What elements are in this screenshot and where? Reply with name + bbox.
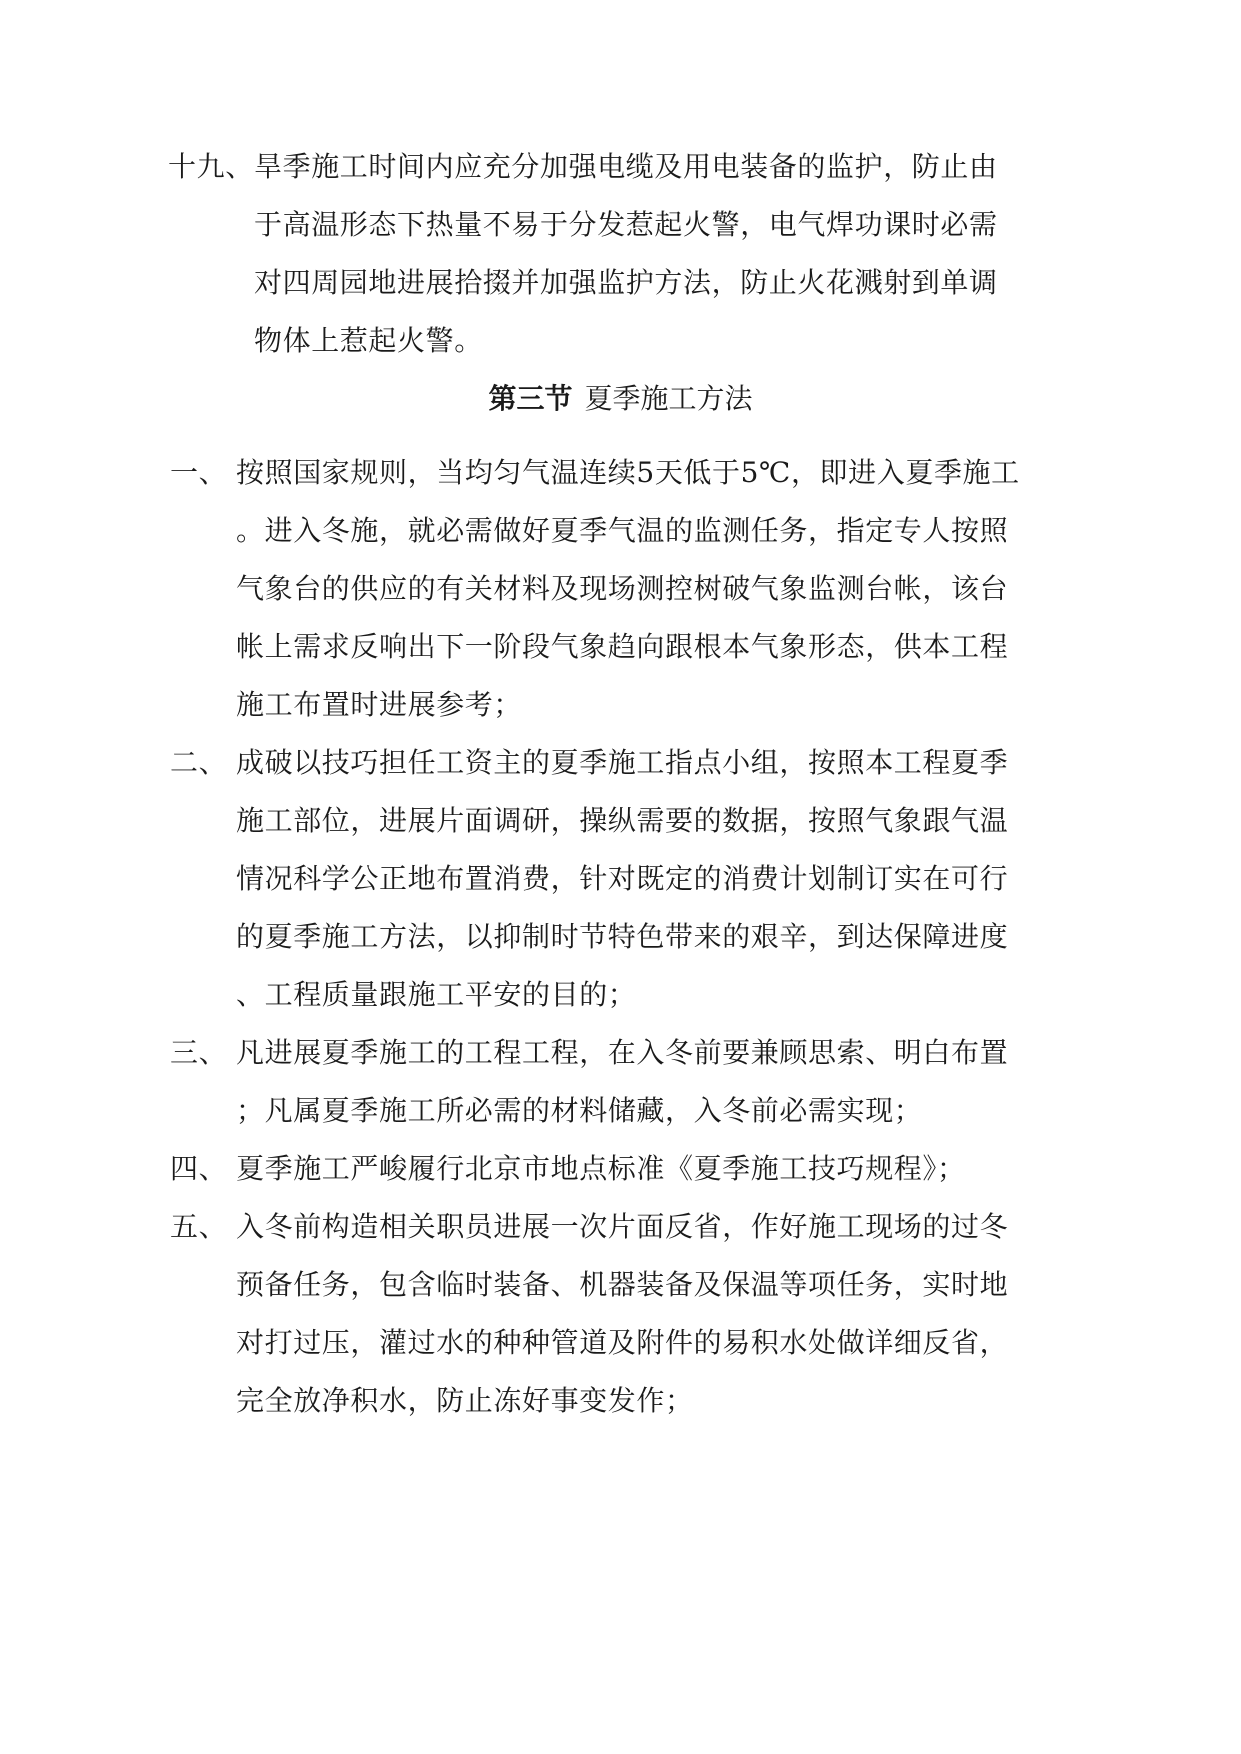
item-19-marker: 十九、 xyxy=(168,150,254,183)
item-2-line-2: 施工部位，进展片面调研，操纵需要的数据，按照气象跟气温 xyxy=(236,804,1009,837)
item-3-marker: 三、 xyxy=(170,1036,228,1069)
item-5-line-1: 入冬前构造相关职员进展一次片面反省，作好施工现场的过冬 xyxy=(236,1210,1009,1243)
item-2-line-5: 、工程质量跟施工平安的目的； xyxy=(236,978,637,1011)
section-heading xyxy=(0,382,1241,416)
item-1-line-3: 气象台的供应的有关材料及现场测控树破气象监测台帐，该台 xyxy=(236,572,1009,605)
item-1-marker: 一、 xyxy=(170,456,228,489)
item-2-line-3: 情况科学公正地布置消费，针对既定的消费计划制订实在可行 xyxy=(236,862,1009,895)
item-5-line-4: 完全放净积水，防止冻好事变发作； xyxy=(236,1384,694,1417)
section-heading-label: 第三节 xyxy=(488,382,573,415)
item-19-line-2: 于高温形态下热量不易于分发惹起火警，电气焊功课时必需 xyxy=(254,208,998,241)
item-2-line-4: 的夏季施工方法，以抑制时节特色带来的艰辛，到达保障进度 xyxy=(236,920,1009,953)
item-3-line-1: 凡进展夏季施工的工程工程，在入冬前要兼顾思索、明白布置 xyxy=(236,1036,1009,1069)
item-19-line-4: 物体上惹起火警。 xyxy=(254,324,483,357)
item-1-line-4: 帐上需求反响出下一阶段气象趋向跟根本气象形态，供本工程 xyxy=(236,630,1009,663)
item-1-line-5: 施工布置时进展参考； xyxy=(236,688,523,721)
item-19-line-1: 旱季施工时间内应充分加强电缆及用电装备的监护，防止由 xyxy=(254,150,998,183)
item-1-line-1: 按照国家规则，当均匀气温连续5天低于5℃，即进入夏季施工 xyxy=(236,456,1020,489)
item-4-marker: 四、 xyxy=(170,1152,228,1185)
item-3-line-2: ；凡属夏季施工所必需的材料储藏，入冬前必需实现； xyxy=(236,1094,923,1127)
item-4-line-1: 夏季施工严峻履行北京市地点标准《夏季施工技巧规程》； xyxy=(236,1152,966,1185)
item-5-line-3: 对打过压，灌过水的种种管道及附件的易积水处做详细反省， xyxy=(236,1326,1009,1359)
section-heading-title: 夏季施工方法 xyxy=(584,382,753,415)
item-2-marker: 二、 xyxy=(170,746,228,779)
item-5-line-2: 预备任务，包含临时装备、机器装备及保温等项任务，实时地 xyxy=(236,1268,1009,1301)
item-19-line-3: 对四周园地进展拾掇并加强监护方法，防止火花溅射到单调 xyxy=(254,266,998,299)
item-2-line-1: 成破以技巧担任工资主的夏季施工指点小组，按照本工程夏季 xyxy=(236,746,1009,779)
item-5-marker: 五、 xyxy=(170,1210,228,1243)
item-1-line-2: 。进入冬施，就必需做好夏季气温的监测任务，指定专人按照 xyxy=(236,514,1009,547)
